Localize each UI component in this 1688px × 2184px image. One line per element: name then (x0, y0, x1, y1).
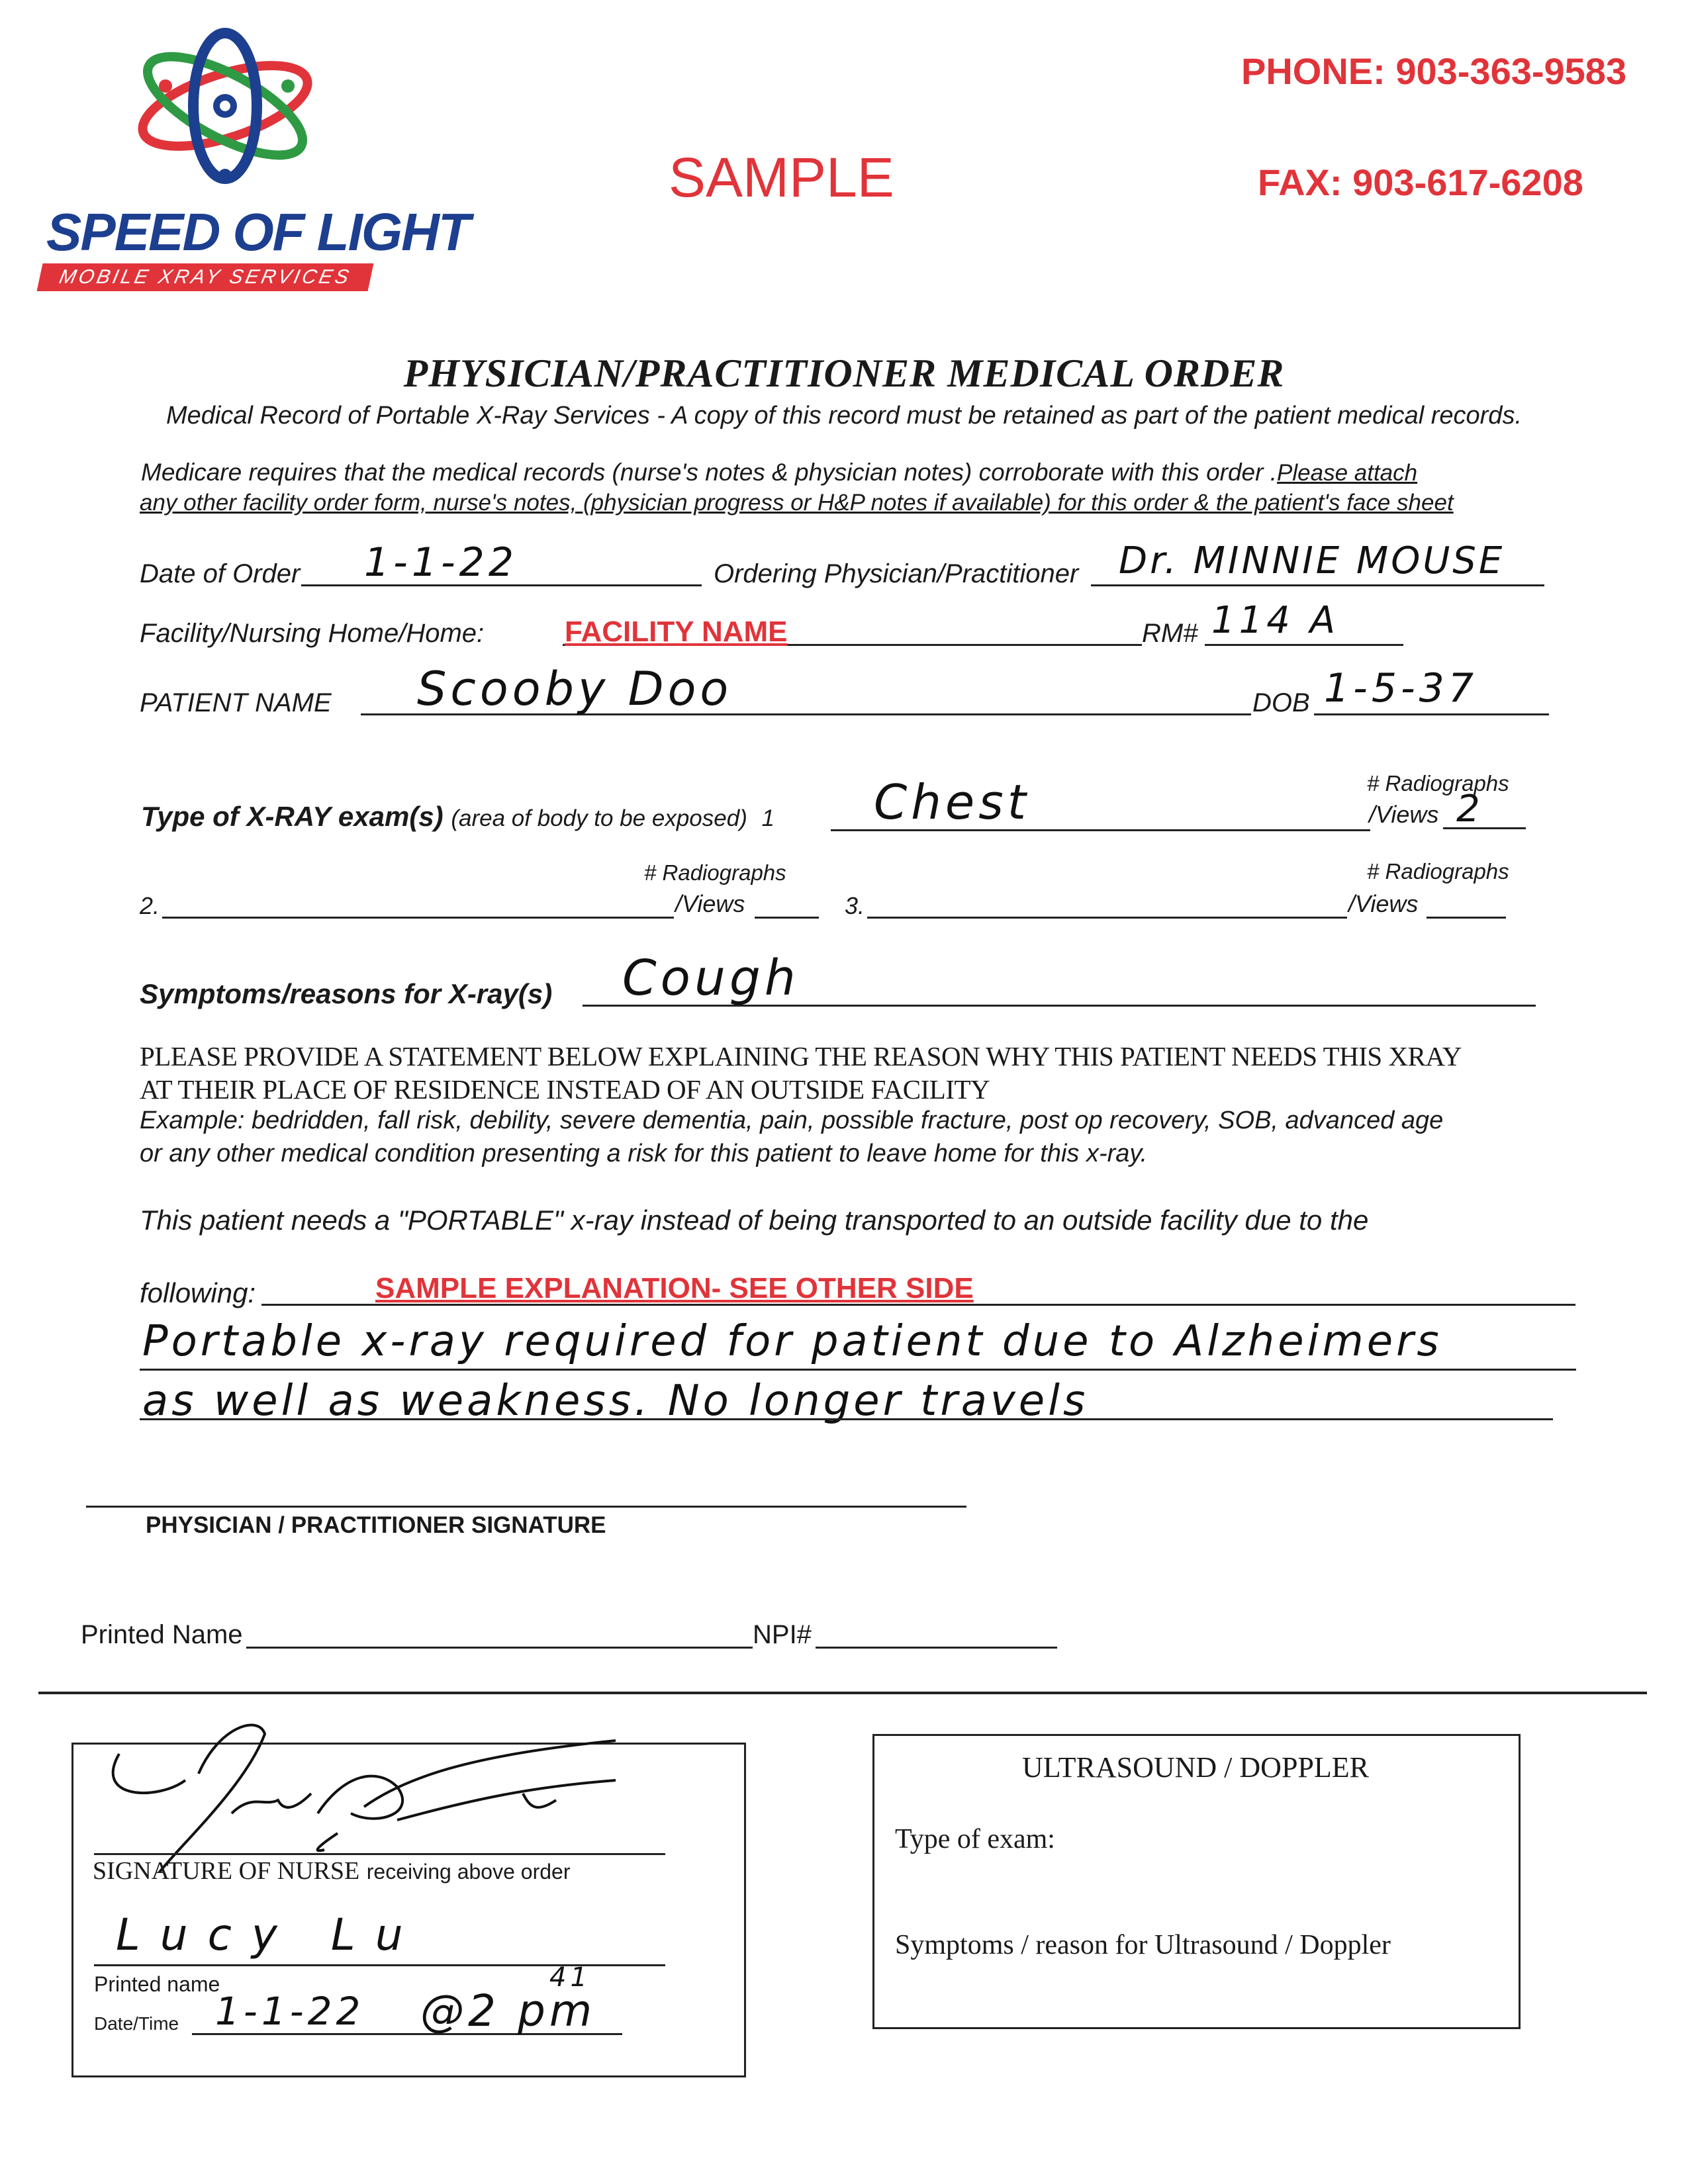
views1-value: 2 (1456, 788, 1484, 831)
radiographs-label-1: # Radiographs (1367, 771, 1509, 796)
statement-example-1: Example: bedridden, fall risk, debility, severe dementia, pain, possible fracture, post op recovery, SOB, advanced age (140, 1107, 1444, 1134)
form-subtitle: Medical Record of Portable X-Ray Services - A copy of this record must be retained as part of the patient medical records. (165, 402, 1522, 430)
patient-name-value: Scooby Doo (417, 662, 733, 716)
facility-name-value: FACILITY NAME (565, 615, 788, 648)
nurse-printed-name-label: Printed name (94, 1972, 220, 1996)
portable-statement: This patient needs a "PORTABLE" x-ray instead of being transported to an outside facility due to the (140, 1205, 1369, 1236)
medicare-notice-line2: any other facility order form, nurse's notes, (physician progress or H&P notes if available) for this order & the patient's face sheet (140, 490, 1454, 516)
nurse-datetime-label: Date/Time (94, 2013, 179, 2034)
dob-label: DOB (1252, 688, 1310, 717)
views3-line (1427, 917, 1506, 919)
printed-name-label: Printed Name (81, 1620, 243, 1649)
nurse-signature-scribble (99, 1714, 629, 1873)
nurse-datetime-time: @2 pm (420, 1985, 596, 2036)
views1-line (1443, 827, 1526, 829)
physician-signature-label: PHYSICIAN / PRACTITIONER SIGNATURE (146, 1512, 606, 1538)
company-tagline: MOBILE XRAY SERVICES (37, 263, 374, 291)
rm-label: RM# (1142, 619, 1198, 648)
views2-line (755, 917, 819, 919)
explanation-handwritten-1: Portable x-ray required for patient due to Alzheimers (142, 1317, 1442, 1366)
symptoms-value: Cough (622, 950, 800, 1007)
medicare-notice-attach: Please attach (1277, 460, 1418, 486)
section-divider (38, 1692, 1647, 1694)
statement-line-1: PLEASE PROVIDE A STATEMENT BELOW EXPLAINING THE REASON WHY THIS PATIENT NEEDS THIS XRAY (140, 1041, 1462, 1071)
ultrasound-symptoms-label: Symptoms / reason for Ultrasound / Doppler (895, 1930, 1391, 1960)
nurse-printed-name-value: Lucy Lu (116, 1909, 423, 1960)
explanation-handwritten-2: as well as weakness. No longer travels (142, 1377, 1089, 1426)
patient-name-label: PATIENT NAME (140, 688, 332, 717)
npi-label: NPI# (753, 1620, 812, 1649)
symptoms-label: Symptoms/reasons for X-ray(s) (140, 978, 553, 1009)
views-label-2: /Views (675, 890, 745, 917)
exam-type-title: Type of X-RAY exam(s) (141, 801, 444, 832)
form-title: PHYSICIAN/PRACTITIONER MEDICAL ORDER (403, 351, 1285, 395)
physician-signature-line (86, 1506, 966, 1508)
medicare-notice (141, 459, 1417, 486)
statement-line-2: AT THEIR PLACE OF RESIDENCE INSTEAD OF AN OUTSIDE FACILITY (140, 1074, 990, 1105)
exam-number-1: 1 (761, 805, 774, 831)
rm-value: 114 A (1211, 599, 1339, 642)
statement-example-2: or any other medical condition presenting a risk for this patient to leave home for this x-ray. (140, 1140, 1148, 1167)
nurse-receiving-text: receiving above order (366, 1860, 571, 1884)
fax-number: FAX: 903-617-6208 (1258, 161, 1583, 203)
facility-label: Facility/Nursing Home/Home: (140, 619, 485, 648)
nurse-datetime-date: 1-1-22 (215, 1989, 365, 2034)
ordering-physician-line (1091, 584, 1544, 586)
views-label-3: /Views (1348, 890, 1419, 917)
exam3-line (867, 917, 1347, 919)
exam-type-hint: (area of body to be exposed) (451, 805, 747, 831)
exam-number-3: 3. (845, 892, 865, 919)
nurse-signature-title: SIGNATURE OF NURSE (93, 1857, 360, 1885)
sample-stamp: SAMPLE (669, 146, 894, 208)
rm-line (1205, 644, 1403, 646)
nurse-signature-line (94, 1853, 665, 1855)
ultrasound-type-label: Type of exam: (895, 1824, 1055, 1854)
radiographs-label-2: # Radiographs (644, 860, 786, 885)
explanation-line-2 (140, 1418, 1553, 1420)
medicare-notice-text: Medicare requires that the medical records (nurse's notes & physician notes) corroborate with this order . (141, 459, 1278, 486)
exam-number-2: 2. (140, 892, 160, 919)
following-label: following: (140, 1277, 256, 1308)
views-label-1: /Views (1369, 801, 1439, 828)
exam-type-label (141, 801, 774, 833)
exam2-line (162, 917, 674, 919)
date-of-order-label: Date of Order (140, 559, 301, 588)
ultrasound-title: ULTRASOUND / DOPPLER (1021, 1751, 1369, 1784)
date-of-order-value: 1-1-22 (364, 539, 518, 586)
nurse-datetime-minutes: 41 (549, 1962, 591, 1993)
company-name: SPEED OF LIGHT (46, 203, 469, 261)
exam1-value: Chest (874, 774, 1030, 830)
company-logo (126, 26, 324, 185)
printed-name-line (246, 1647, 753, 1649)
npi-line (816, 1647, 1057, 1649)
phone-number: PHONE: 903-363-9583 (1241, 50, 1627, 92)
sample-explanation: SAMPLE EXPLANATION- SEE OTHER SIDE (375, 1272, 974, 1304)
dob-value: 1-5-37 (1324, 665, 1477, 711)
ordering-physician-label: Ordering Physician/Practitioner (714, 559, 1079, 588)
atom-logo-icon (126, 26, 324, 185)
dob-line (1314, 713, 1549, 715)
ordering-physician-value: Dr. MINNIE MOUSE (1119, 539, 1505, 582)
explanation-line-1 (140, 1369, 1576, 1371)
nurse-signature-label (93, 1856, 570, 1886)
radiographs-label-3: # Radiographs (1367, 859, 1509, 884)
